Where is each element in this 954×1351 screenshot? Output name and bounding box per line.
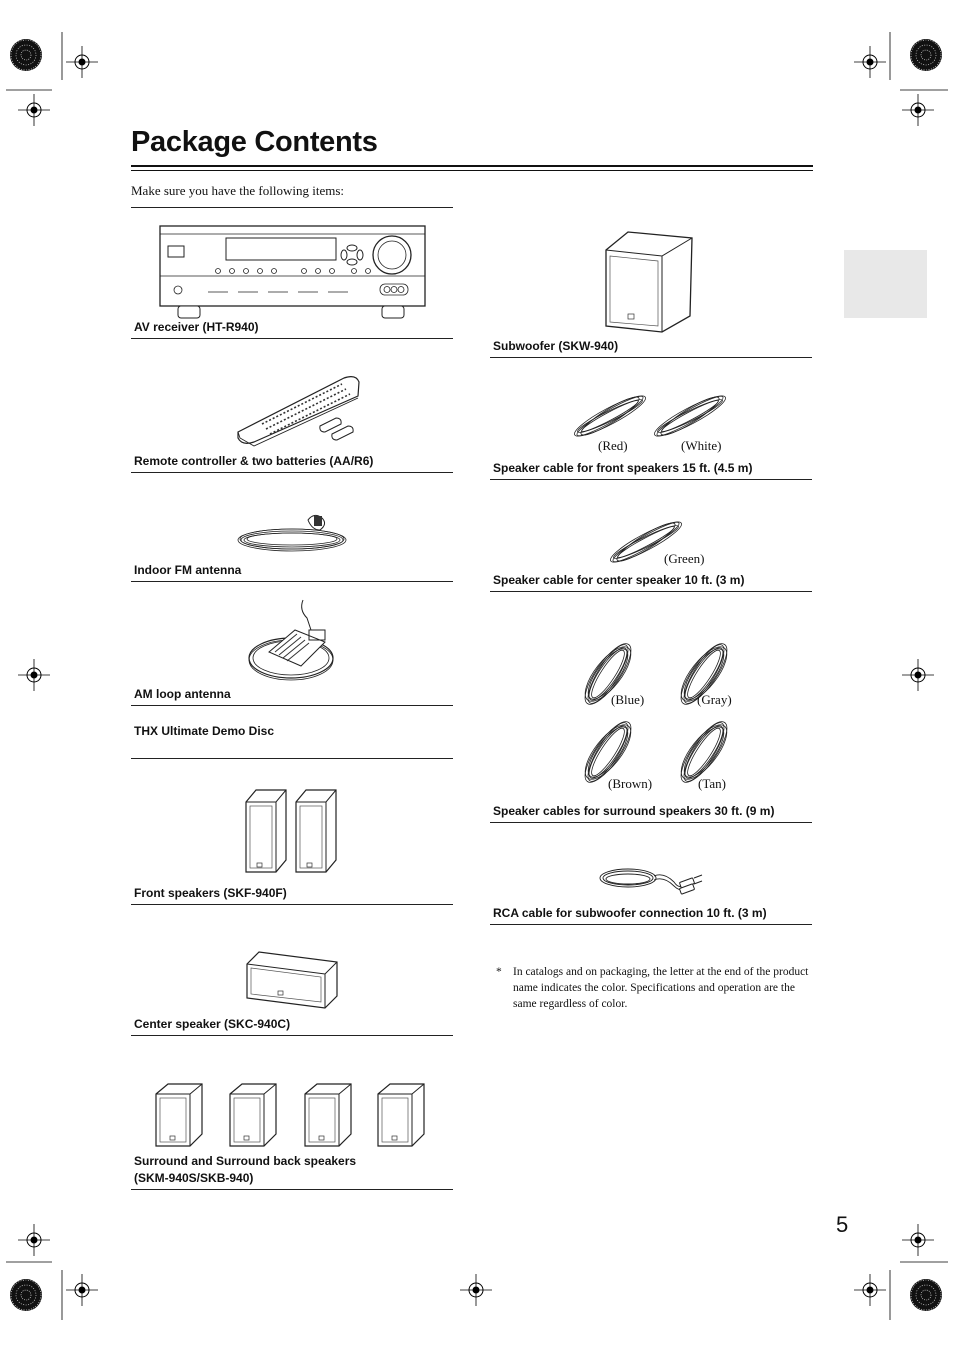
rca-cable-icon: [598, 860, 708, 900]
item-caption: AV receiver (HT-R940): [134, 320, 259, 334]
page-number: 5: [836, 1212, 849, 1237]
divider: [131, 207, 453, 208]
surround-speakers-icon: [155, 1082, 435, 1152]
cable-color-label: (Brown): [608, 776, 653, 791]
divider: [131, 705, 453, 706]
cable-color-label: (Red): [598, 438, 628, 453]
subwoofer-icon: [602, 228, 698, 334]
item-caption: AM loop antenna: [134, 687, 231, 701]
cable-color-label: (Green): [664, 551, 705, 566]
cable-color-label: (Tan): [698, 776, 726, 791]
divider: [131, 758, 453, 759]
cable-color-label: (White): [681, 438, 722, 453]
intro-text: Make sure you have the following items:: [131, 183, 345, 198]
divider: [131, 1035, 453, 1036]
section-tab: [844, 250, 927, 318]
item-caption: Center speaker (SKC-940C): [134, 1017, 291, 1031]
item-caption: [134, 1153, 356, 1187]
divider: [490, 822, 812, 823]
divider: [490, 924, 812, 925]
fm-antenna-icon: [234, 512, 354, 562]
item-caption: Remote controller & two batteries (AA/R6): [134, 454, 374, 468]
divider: [131, 904, 453, 905]
cable-color-label: (Blue): [611, 692, 645, 707]
page-title: Package Contents: [131, 126, 378, 158]
front-speakers-icon: [244, 786, 344, 876]
divider: [131, 338, 453, 339]
item-caption: RCA cable for subwoofer connection 10 ft. (3 m): [493, 906, 767, 920]
caption-line: (SKM-940S/SKB-940): [134, 1171, 254, 1185]
item-caption: Speaker cables for surround speakers 30 ft. (9 m): [493, 804, 775, 818]
item-caption: Indoor FM antenna: [134, 563, 242, 577]
divider: [131, 581, 453, 582]
speaker-cable-surround-icon: [570, 638, 750, 798]
item-caption: Speaker cable for front speakers 15 ft. (4.5 m): [493, 461, 753, 475]
footnote-marker: *: [496, 966, 502, 978]
title-rule: [131, 165, 813, 167]
item-caption: Subwoofer (SKW-940): [493, 339, 619, 353]
divider: [131, 472, 453, 473]
av-receiver-icon: [158, 224, 428, 324]
item-caption: THX Ultimate Demo Disc: [134, 724, 275, 738]
footnote: [496, 964, 814, 1013]
divider: [131, 1189, 453, 1190]
caption-line: Surround and Surround back speakers: [134, 1154, 357, 1168]
remote-controller-icon: [232, 368, 372, 448]
item-caption: Speaker cable for center speaker 10 ft. (3 m): [493, 573, 745, 587]
center-speaker-icon: [245, 950, 341, 1010]
title-rule-thin: [131, 170, 813, 171]
divider: [490, 357, 812, 358]
am-loop-antenna-icon: [245, 600, 345, 686]
item-caption: Front speakers (SKF-940F): [134, 886, 287, 900]
cable-color-label: (Gray): [697, 692, 732, 707]
divider: [490, 591, 812, 592]
footnote-text: In catalogs and on packaging, the letter at the end of the product name indicates the color. Specifications and operation are the same regardless of color.: [513, 966, 809, 1011]
divider: [490, 479, 812, 480]
